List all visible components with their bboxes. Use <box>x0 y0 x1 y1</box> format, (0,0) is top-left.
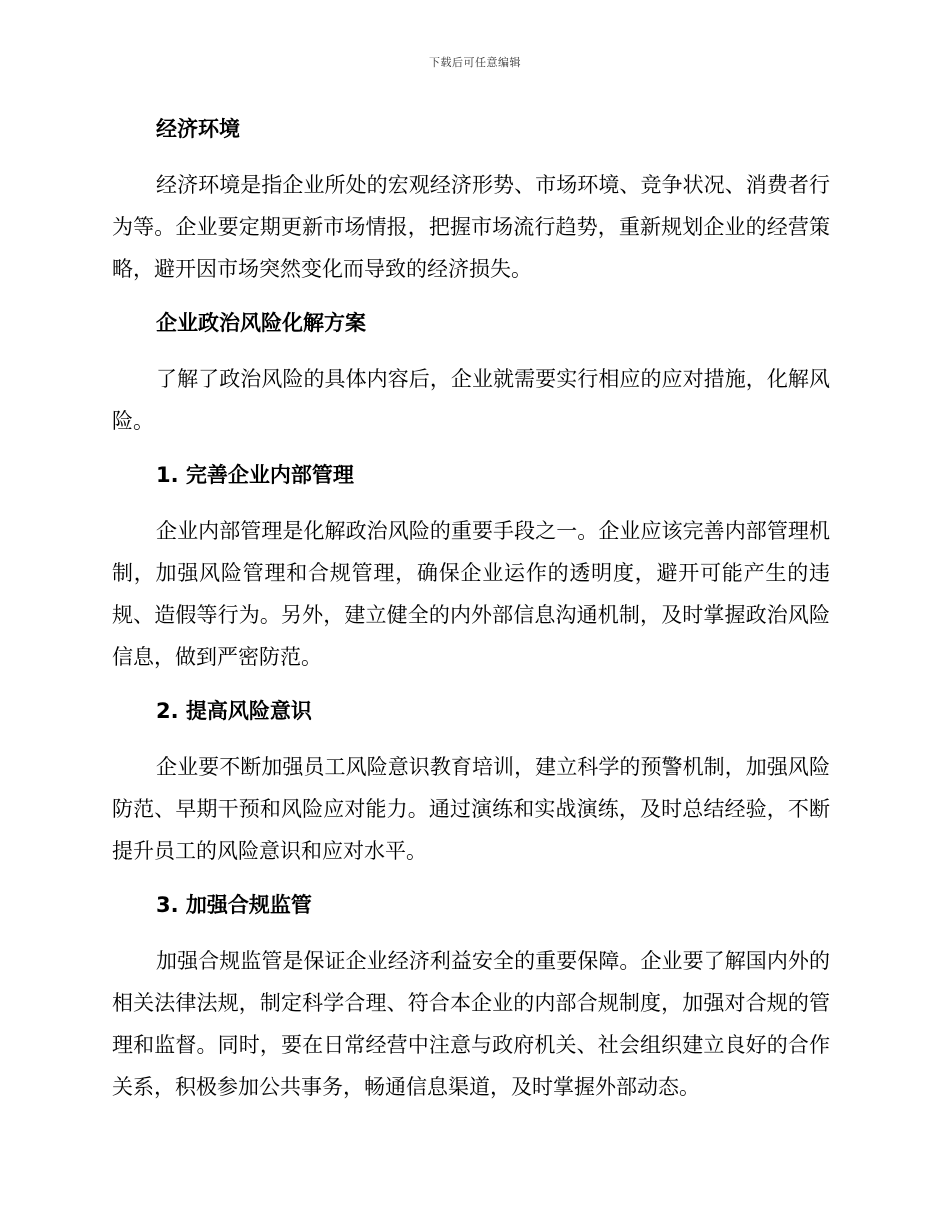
section-heading-economic-environment: 经济环境 <box>156 117 240 141</box>
section-paragraph-economic-environment: 经济环境是指企业所处的宏观经济形势、市场环境、竞争状况、消费者行为等。企业要定期更新市场情报，把握市场流行趋势，重新规划企业的经营策略，避开因市场突然变化而导致的经济损失。 <box>112 173 830 281</box>
section-paragraph-compliance-supervision: 加强合规监管是保证企业经济利益安全的重要保障。企业要了解国内外的相关法律法规，制定科学合理、符合本企业的内部合规制度，加强对合规的管理和监督。同时，要在日常经营中注意与政府机关、社会组织建立良好的合作关系，积极参加公共事务，畅通信息渠道，及时掌握外部动态。 <box>112 949 830 1099</box>
section-heading-risk-awareness: 2. 提高风险意识 <box>156 699 312 723</box>
section-paragraph-risk-solutions: 了解了政治风险的具体内容后，企业就需要实行相应的应对措施，化解风险。 <box>112 367 830 433</box>
section-paragraph-internal-management: 企业内部管理是化解政治风险的重要手段之一。企业应该完善内部管理机制，加强风险管理和合规管理，确保企业运作的透明度，避开可能产生的违规、造假等行为。另外，建立健全的内外部信息沟通机制，及时掌握政治风险信息，做到严密防范。 <box>112 519 830 669</box>
section-heading-compliance-supervision: 3. 加强合规监管 <box>156 893 312 917</box>
section-heading-internal-management: 1. 完善企业内部管理 <box>156 463 354 487</box>
page-header-note: 下载后可任意编辑 <box>429 56 521 69</box>
section-paragraph-risk-awareness: 企业要不断加强员工风险意识教育培训，建立科学的预警机制，加强风险防范、早期干预和风险应对能力。通过演练和实战演练，及时总结经验，不断提升员工的风险意识和应对水平。 <box>112 755 830 863</box>
document-body <box>112 108 830 1120</box>
section-heading-risk-solutions: 企业政治风险化解方案 <box>156 311 366 335</box>
